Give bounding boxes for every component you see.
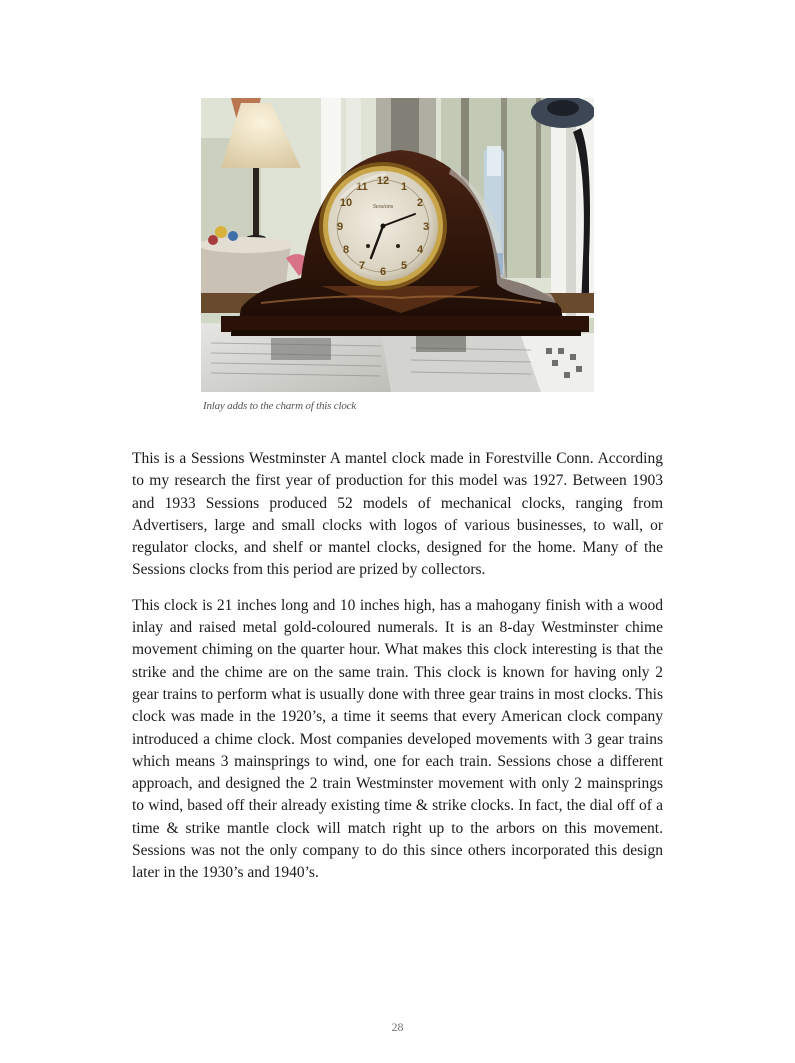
numeral-10: 10 <box>339 197 353 209</box>
body-text <box>132 448 663 898</box>
numeral-3: 3 <box>422 221 430 233</box>
paragraph-1: This is a Sessions Westminster A mantel clock made in Forestville Conn. According to my research the first year of production for this model was 1927. Between 1903 and 1933 Sessions produced 52 models of mechanical clocks, ranging from Advertisers, large and small clocks with logos of various businesses, to wall, or regulator clocks, and shelf or mantel clocks, designed for the home. Many of the Sessions clocks from this period are prized by collectors. <box>132 450 663 579</box>
clock-photo <box>201 98 594 392</box>
paragraph-2: This clock is 21 inches long and 10 inches high, has a mahogany finish with a wood inlay and raised metal gold-coloured numerals. It is an 8-day Westminster chime movement chiming on the quarter hour. What makes this clock interesting is that the strike and the chime are on the same train. This clock is known for having only 2 gear trains to perform what is usually done with three gear trains in most clocks. This clock was made in the 1920’s, a time it seems that every American clock company introduced a chime clock. Most companies developed movements with 3 gear trains which means 3 mainsprings to wind, one for each train. Sessions chose a different approach, and designed the 2 train Westminster movement with only 2 mainsprings to wind, based off their already existing time & strike clocks. In fact, the dial off of a time & strike mantle clock will match right up to the arbors on this movement. Sessions was not the only company to do this since others incorporated this design later in the 1930’s and 1940’s. <box>132 596 663 882</box>
numeral-12: 12 <box>376 175 390 187</box>
dial-brand: Sessions <box>372 204 394 210</box>
numeral-2: 2 <box>416 197 424 209</box>
numeral-8: 8 <box>342 244 350 256</box>
numeral-7: 7 <box>358 260 366 272</box>
numeral-9: 9 <box>336 221 344 233</box>
page-number: 28 <box>391 1020 404 1034</box>
figure-caption: Inlay adds to the charm of this clock <box>203 400 356 412</box>
numeral-1: 1 <box>400 181 408 193</box>
numeral-6: 6 <box>379 266 387 278</box>
numeral-4: 4 <box>416 244 424 256</box>
clock-base <box>221 316 589 332</box>
numeral-5: 5 <box>400 260 408 272</box>
numeral-11: 11 <box>356 181 368 193</box>
